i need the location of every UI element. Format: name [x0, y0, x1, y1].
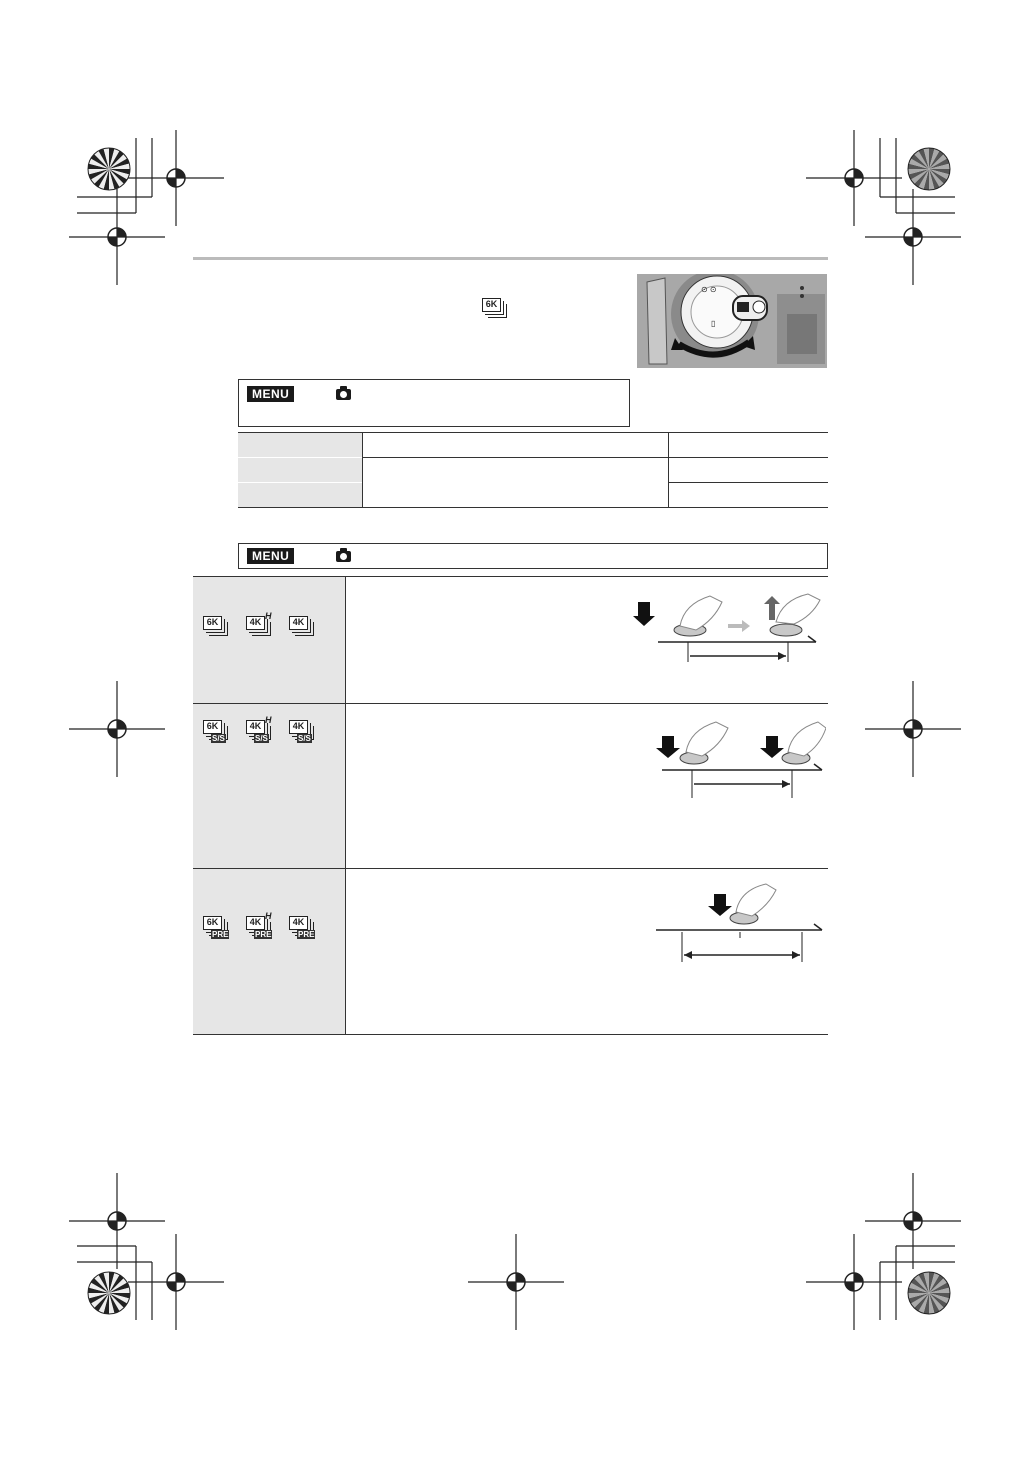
drive-mode-icon-superscript: H [265, 611, 272, 621]
drive-mode-icon-badge: PRE [255, 930, 272, 939]
6k-photo-burst-icon: 6K [482, 298, 508, 324]
mode-cell [193, 869, 345, 1034]
arrow-down-icon [760, 736, 784, 758]
menu-chip: MENU [247, 548, 294, 564]
camera-drive-dial-illustration [637, 274, 827, 368]
arrow-down-icon [656, 736, 680, 758]
drive-mode-icon [289, 616, 315, 642]
drive-mode-icon-label: 4K [289, 916, 308, 930]
drive-mode-icon-label: 4K [289, 616, 308, 630]
table-rule [668, 432, 669, 507]
drive-mode-icon [289, 720, 315, 746]
crosshair-registration-icon [67, 679, 167, 779]
table-rule [238, 482, 362, 483]
shutter-press-finger-icon [674, 596, 722, 636]
arrow-right-icon [728, 620, 750, 632]
drive-mode-icon-superscript: H [265, 715, 272, 725]
drive-mode-icon [203, 720, 229, 746]
table-rule [238, 507, 828, 508]
drive-mode-icon-badge: PRE [212, 930, 229, 939]
drive-mode-icon-badge: S/S [298, 734, 311, 743]
crosshair-registration-icon [466, 1232, 566, 1332]
drive-mode-icon [203, 916, 229, 942]
drive-mode-icon-badge: S/S [255, 734, 268, 743]
drive-mode-icon-badge: S/S [212, 734, 225, 743]
table-rule [668, 482, 828, 483]
drive-mode-icon-label: 4K [246, 916, 265, 930]
shutter-press-finger-icon [730, 884, 776, 924]
shutter-press-finger-icon [680, 722, 728, 764]
svg-text:▯: ▯ [711, 319, 716, 328]
drive-mode-icon-label: 4K [246, 720, 265, 734]
drive-mode-icon-badge: PRE [298, 930, 315, 939]
crosshair-registration-icon [863, 679, 963, 779]
drive-mode-icon-label: 4K [246, 616, 265, 630]
svg-text:⊙ ⊙: ⊙ ⊙ [701, 285, 717, 294]
drive-mode-icon [246, 715, 272, 746]
table-rule [362, 432, 363, 507]
camera-icon [336, 551, 351, 562]
color-wheel-icon [906, 1270, 952, 1316]
table-header-column [238, 433, 362, 507]
drive-mode-icon-superscript: H [265, 911, 272, 921]
menu-path-box [238, 379, 630, 427]
shutter-press-finger-icon [782, 722, 826, 764]
crosshair-registration-icon [126, 1232, 226, 1332]
shutter-press-finger-icon [770, 594, 820, 636]
drive-mode-icon-label: 6K [203, 916, 222, 930]
drive-mode-icon-label: 6K [203, 720, 222, 734]
crosshair-registration-icon [863, 187, 963, 287]
table-rule [193, 1034, 828, 1035]
drive-mode-icon [246, 911, 272, 942]
table-rule [345, 576, 346, 1034]
color-wheel-icon [86, 146, 132, 192]
burst-timing-diagram [630, 590, 826, 670]
crosshair-registration-icon [804, 1232, 904, 1332]
start-stop-timing-diagram [630, 718, 826, 800]
crosshair-registration-icon [67, 187, 167, 287]
pre-burst-timing-diagram [652, 882, 826, 968]
table-rule [238, 457, 362, 458]
drive-mode-icon-label: 6K [203, 616, 222, 630]
menu-path-box [238, 543, 828, 569]
camera-icon [336, 389, 351, 400]
drive-mode-icon [289, 916, 315, 942]
drive-mode-icon-label: 4K [289, 720, 308, 734]
drive-mode-icon [246, 611, 272, 642]
color-wheel-icon [906, 146, 952, 192]
menu-chip: MENU [247, 386, 294, 402]
arrow-down-icon [633, 602, 655, 626]
arrow-down-icon [708, 894, 732, 916]
color-wheel-icon [86, 1270, 132, 1316]
header-rule [193, 257, 828, 260]
drive-mode-icon [203, 616, 229, 642]
